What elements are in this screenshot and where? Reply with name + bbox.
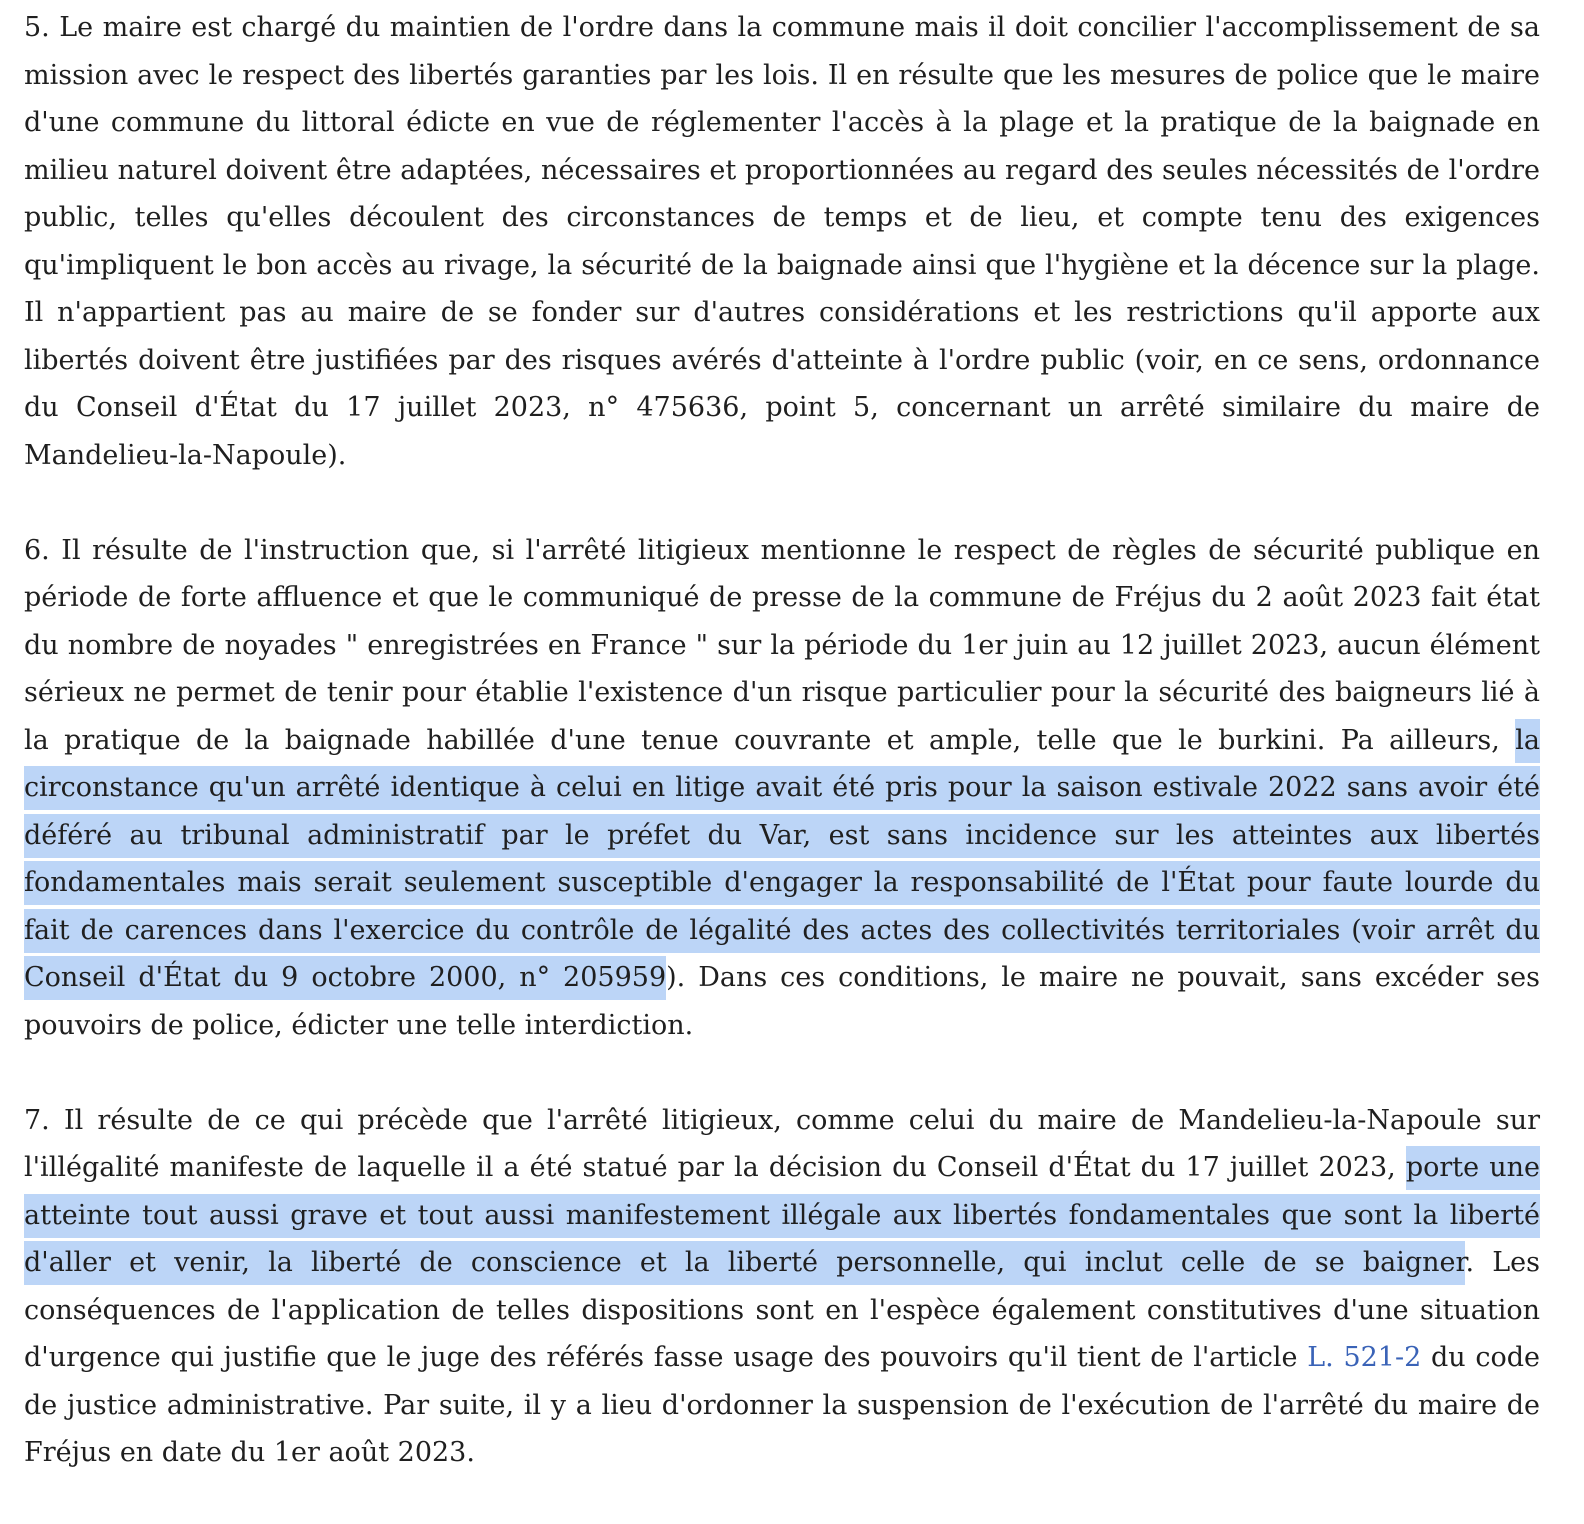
paragraph-7-selection-highlight[interactable]: porte une atteinte tout aussi grave et tout aussi manifestement illégale aux libertés fondamentales que sont la liberté d'aller et venir, la liberté de conscience et la liberté personnelle, qui inclut celle de se baigner bbox=[24, 1146, 1540, 1285]
paragraph-6-selection-highlight[interactable]: la circonstance qu'un arrêté identique à celui en litige avait été pris pour la saison estivale 2022 sans avoir été déféré au tribunal administratif par le préfet du Var, est sans incidence sur les atteintes aux libertés fondamentales mais serait seulement susceptible d'engager la responsabilité de l'État pour faute lourde du fait de carences dans l'exercice du contrôle de légalité des actes des collectivités territoriales (voir arrêt du Conseil d'État du 9 octobre 2000, n° 205959 bbox=[24, 719, 1540, 1001]
paragraph-7-text-before: 7. Il résulte de ce qui précède que l'arrêté litigieux, comme celui du maire de Mandelieu-la-Napoule sur l'illégalité manifeste de laquelle il a été statué par la décision du Conseil d'État du 17 juillet 2023, bbox=[24, 1104, 1540, 1183]
document-body bbox=[24, 4, 1540, 1524]
paragraph-5 bbox=[24, 4, 1540, 479]
paragraph-6 bbox=[24, 527, 1540, 1050]
paragraph-7-text-after: du code de justice administrative. Par suite, il y a lieu d'ordonner la suspension de l'exécution de l'arrêté du maire de Fréjus en date du 1er août 2023. bbox=[24, 1342, 1540, 1468]
paragraph-5-text: 5. Le maire est chargé du maintien de l'ordre dans la commune mais il doit concilier l'accomplissement de sa mission avec le respect des libertés garanties par les lois. Il en résulte que les mesures de police que le maire d'une commune du littoral édicte en vue de réglementer l'accès à la plage et la pratique de la baignade en milieu naturel doivent être adaptées, nécessaires et proportionnées au regard des seules nécessités de l'ordre public, telles qu'elles découlent des circonstances de temps et de lieu, et compte tenu des exigences qu'impliquent le bon accès au rivage, la sécurité de la baignade ainsi que l'hygiène et la décence sur la plage. Il n'appartient pas au maire de se fonder sur d'autres considérations et les restrictions qu'il apporte aux libertés doivent être justifiées par des risques avérés d'atteinte à l'ordre public (voir, en ce sens, ordonnance du Conseil d'État du 17 juillet 2023, n° 475636, point 5, concernant un arrêté similaire du maire de Mandelieu-la-Napoule). bbox=[24, 12, 1540, 471]
paragraph-7 bbox=[24, 1097, 1540, 1477]
article-link-l521-2[interactable]: L. 521-2 bbox=[1307, 1342, 1422, 1373]
paragraph-6-text-before: 6. Il résulte de l'instruction que, si l'arrêté litigieux mentionne le respect de règles de sécurité publique en période de forte affluence et que le communiqué de presse de la commune de Fréjus du 2 août 2023 fait état du nombre de noyades " enregistrées en France " sur la période du 1er juin au 12 juillet 2023, aucun élément sérieux ne permet de tenir pour établie l'existence d'un risque particulier pour la sécurité des baigneurs lié à la pratique de la baignade habillée d'une tenue couvrante et ample, telle que le burkini. Pa ailleurs, bbox=[24, 534, 1540, 756]
paragraph-7-text-middle: . Les conséquences de l'application de telles dispositions sont en l'espèce également constitutives d'une situation d'urgence qui justifie que le juge des référés fasse usage des pouvoirs qu'il tient de l'article bbox=[24, 1247, 1541, 1373]
paragraph-6-text-after: ). Dans ces conditions, le maire ne pouvait, sans excéder ses pouvoirs de police, édicter une telle interdiction. bbox=[24, 962, 1540, 1041]
